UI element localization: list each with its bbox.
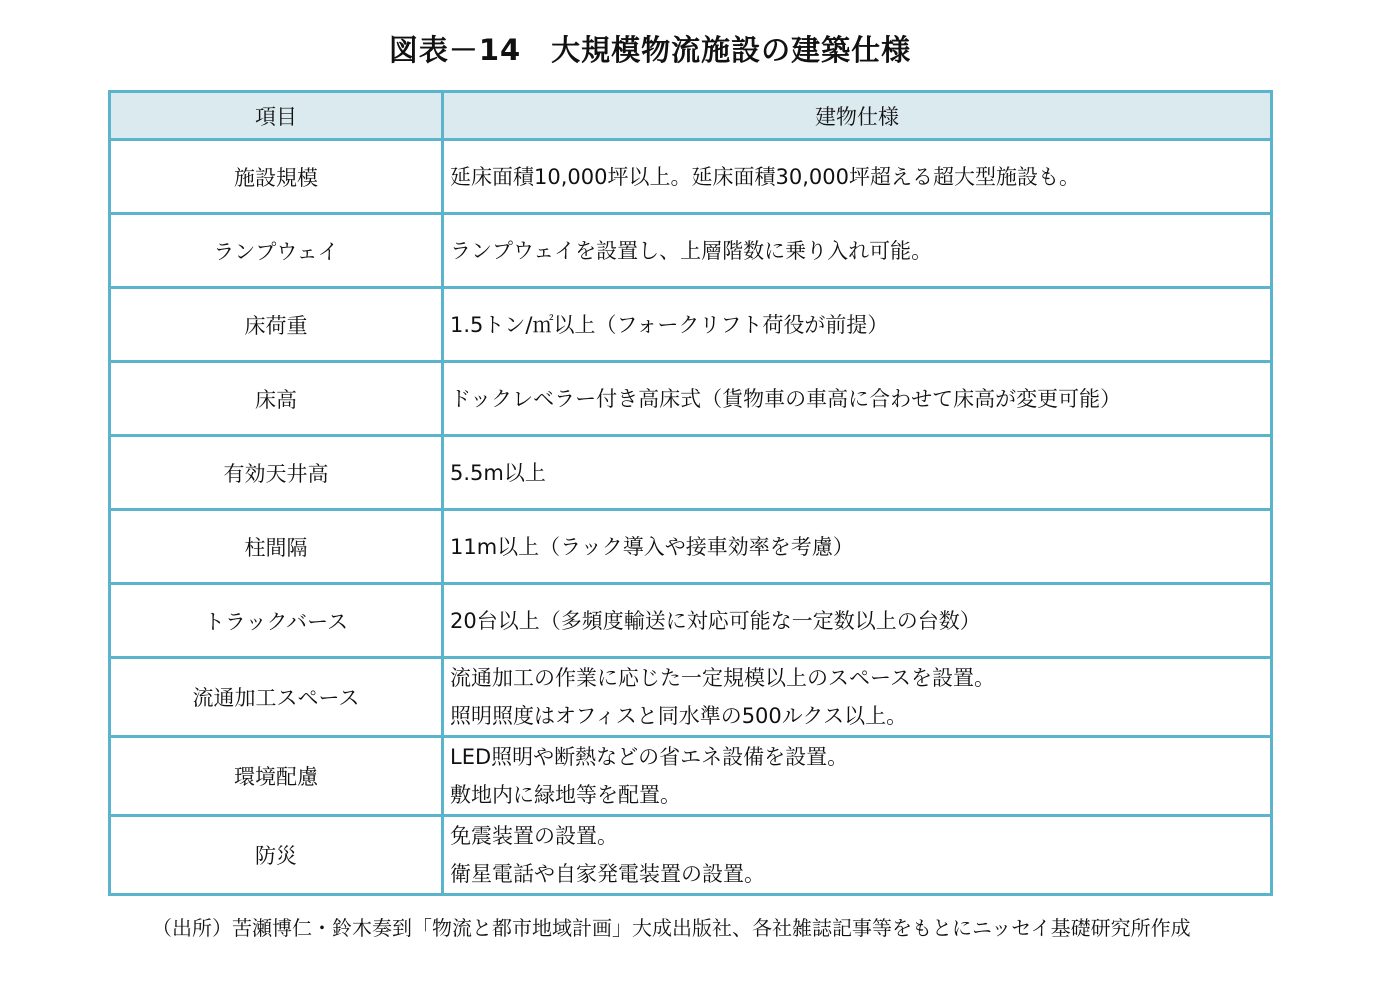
table-row	[110, 510, 1272, 584]
row-spec-cell	[443, 658, 1272, 737]
row-spec-cell	[443, 288, 1272, 362]
row-item-label: 流通加工スペース	[110, 658, 443, 737]
table-row	[110, 436, 1272, 510]
table-row	[110, 658, 1272, 737]
row-spec-cell	[443, 140, 1272, 214]
row-spec-line: 延床面積10,000坪以上。延床面積30,000坪超える超大型施設も。	[450, 164, 1080, 189]
table-row	[110, 816, 1272, 895]
table-row	[110, 288, 1272, 362]
row-spec-line: 5.5m以上	[450, 460, 546, 485]
row-spec-line: ランプウェイを設置し、上層階数に乗り入れ可能。	[450, 238, 933, 263]
row-item-label: 施設規模	[110, 140, 443, 214]
table-row	[110, 362, 1272, 436]
table-header-row	[110, 92, 1272, 140]
row-spec-line: 照明照度はオフィスと同水準の500ルクス以上。	[450, 704, 908, 728]
row-spec-cell	[443, 362, 1272, 436]
table-row	[110, 214, 1272, 288]
row-item-label: 床高	[110, 362, 443, 436]
row-item-label: ランプウェイ	[110, 214, 443, 288]
row-spec-cell	[443, 816, 1272, 895]
row-spec-cell	[443, 510, 1272, 584]
row-spec-line: 20台以上（多頻度輸送に対応可能な一定数以上の台数）	[450, 608, 981, 633]
row-item-label: 環境配慮	[110, 737, 443, 816]
column-header-item: 項目	[110, 92, 443, 140]
source-footnote: （出所）苦瀬博仁・鈴木奏到「物流と都市地域計画」大成出版社、各社雑誌記事等をもとにニッセイ基礎研究所作成	[152, 916, 1191, 940]
table-row	[110, 737, 1272, 816]
row-spec-line: 流通加工の作業に応じた一定規模以上のスペースを設置。	[450, 666, 995, 690]
table-row	[110, 584, 1272, 658]
row-spec-line: 1.5トン/㎡以上（フォークリフト荷役が前提）	[450, 312, 889, 337]
row-spec-line: 敷地内に緑地等を配置。	[450, 783, 681, 807]
row-spec-line: ドックレベラー付き高床式（貨物車の車高に合わせて床高が変更可能）	[450, 386, 1122, 411]
row-item-label: 床荷重	[110, 288, 443, 362]
row-spec-line: LED照明や断熱などの省エネ設備を設置。	[450, 745, 849, 769]
row-item-label: 防災	[110, 816, 443, 895]
row-item-label: 柱間隔	[110, 510, 443, 584]
row-spec-cell	[443, 584, 1272, 658]
column-header-spec: 建物仕様	[443, 92, 1272, 140]
row-spec-line: 免震装置の設置。	[450, 824, 618, 848]
row-spec-cell	[443, 436, 1272, 510]
row-spec-line: 衛星電話や自家発電装置の設置。	[450, 862, 765, 886]
row-spec-cell	[443, 737, 1272, 816]
row-spec-cell	[443, 214, 1272, 288]
page-title: 図表－14 大規模物流施設の建築仕様	[388, 33, 912, 67]
row-item-label: トラックバース	[110, 584, 443, 658]
table-row	[110, 140, 1272, 214]
row-spec-line: 11m以上（ラック導入や接車効率を考慮）	[450, 534, 854, 559]
row-item-label: 有効天井高	[110, 436, 443, 510]
spec-table	[108, 90, 1273, 896]
